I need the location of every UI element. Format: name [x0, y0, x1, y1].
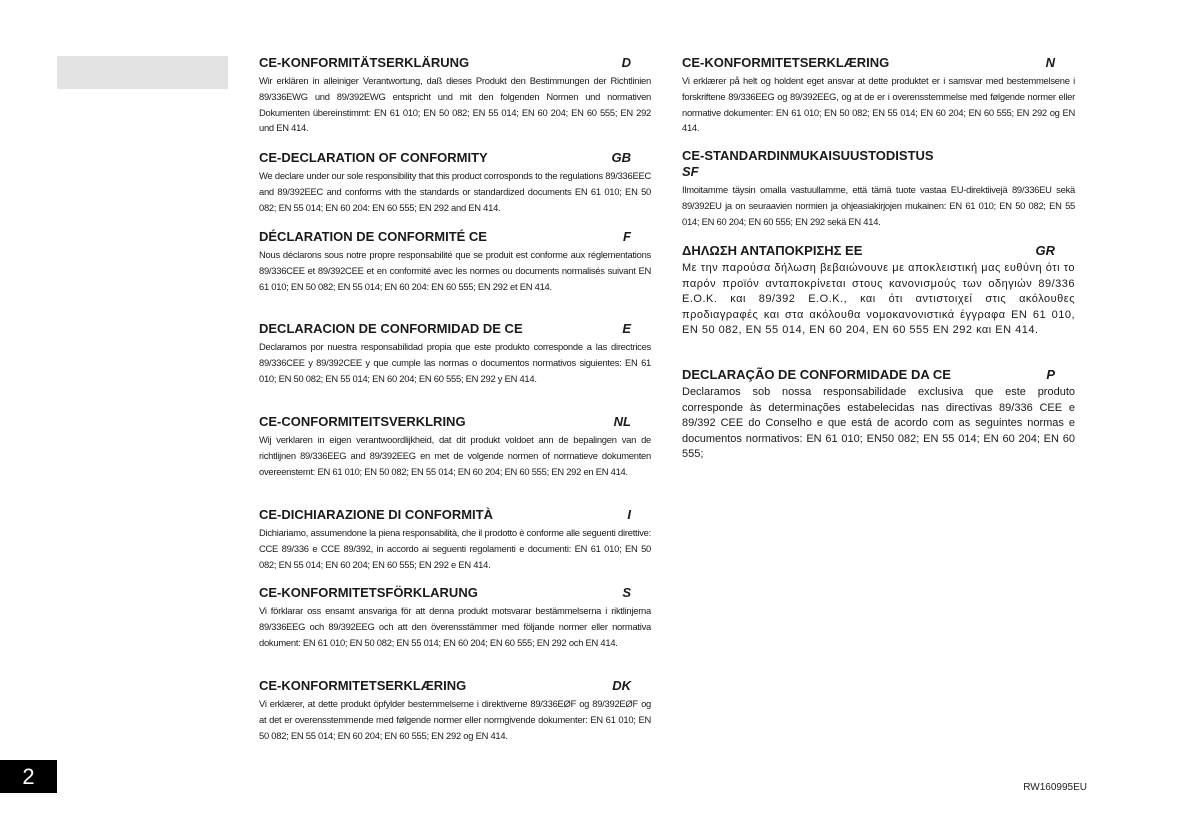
declaration-text: Με την παρούσα δήλωση βεβαιώνουνε με αποκλειστική μας ευθύνη ότι το παρόν προϊόν ανταποκρίνεται στους κανονισμούς των οδηγιών 89/336 Ε.Ο.Κ. και 89/392 Ε.Ο.Κ., και ότι αντιστοιχεί στις ακόλουθες προδιαγραφές και στα ακόλουθα νομοκανονιστικά έγγραφα EN 61 010, EN 50 082, EN 55 014, EN 60 204, EN 60 555 EN 292 και EN 414. — [682, 262, 1075, 337]
language-code: I — [627, 507, 631, 522]
declaration-text: We declare under our sole responsibility that this product corrosponds to the regulations 89/336EEC and 89/392EEC and conforms with the standards or standardized documents EN 61 010; EN 50 082; EN 55 014; EN 60 204: EN 60 555; EN 292 and EN 414. — [259, 170, 651, 213]
declaration-text: Nous déclarons sous notre propre responsabilité que se produit est conforme aux réglementations 89/336CEE et 89/392CEE et en conformité avec les normes ou documents normalisés suivant EN 61 010; EN 50 082; EN 55 014; EN 60 204: EN 60 555; EN 292 et EN 414. — [259, 249, 651, 292]
declaration-title: CE-KONFORMITÄTSERKLÄRUNG D — [259, 55, 631, 70]
declaration-title: CE-CONFORMITEITSVERKLRING NL — [259, 414, 631, 429]
declaration-text: Wir erklären in alleiniger Verantwortung, daß dieses Produkt den Bestimmungen der Richtlinien 89/336EWG und 89/392EWG entspricht und mit den folgenden Normen und normativen Dokumenten übereinstimmt: EN 61 010; EN 50 082; EN 55 014; EN 60 204; EN 60 555; EN 292 und EN 414. — [259, 75, 651, 134]
declaration-text: Wij verklaren in eigen verantwoordlijkheid, dat dit produkt voldoet ann de bepalingen van de richtlijnen 89/336EEG and 89/392EEG en met de volgende normen of normatieve dokumenten overeenstemt: EN 61 010; EN 50 082; EN 55 014; EN 60 204; EN 60 555; EN 292 en EN 414. — [259, 434, 651, 477]
declaration-title: CE-STANDARDINMUKAISUUSTODISTUS SF — [682, 148, 1075, 180]
declaration-text: Ilmoitamme täysin omalla vastuullamme, että tämä tuote vastaa EU-direktiivejä 89/336EU sekä 89/392EU ja on seuraavien normien ja ohjeasiakirjojen mukainen: EN 61 010; EN 50 082; EN 55 014; EN 60 204; EN 60 555; EN 292 sekä EN 414. — [682, 184, 1075, 227]
declaration-nl — [259, 414, 651, 479]
declaration-text: Declaramos sob nossa responsabilidade exclusiva que este produto corresponde às determinações estabelecidas nas directivas 89/336 CEE e 89/392 CEE do Conselho e que está de acordo com as seguintes normas e documentos normativos: EN 61 010; EN50 082; EN 55 014; EN 60 204; EN 60 555; — [682, 386, 1075, 461]
language-code: N — [1045, 55, 1055, 70]
language-code: GR — [1035, 243, 1055, 258]
declaration-title: DÉCLARATION DE CONFORMITÉ CE F — [259, 229, 631, 244]
language-code: D — [621, 55, 631, 70]
declaration-title: CE-DICHIARAZIONE DI CONFORMITÀ I — [259, 507, 631, 522]
declaration-title: CE-KONFORMITETSFÖRKLARUNG S — [259, 585, 631, 600]
declaration-f — [259, 229, 651, 294]
declaration-de — [259, 55, 651, 136]
declaration-title: CE-DECLARATION OF CONFORMITY GB — [259, 150, 631, 165]
declaration-sf — [682, 148, 1075, 229]
declaration-text: Vi erklærer på helt og holdent eget ansvar at dette produktet er i samsvar med bestemmelsene i forskriftene 89/336EEG og 89/392EEG, og at de er i overensstemmelse med følgende normer eller normative dokumenter: EN 61 010; EN 50 082; EN 55 014; EN 60 204; EN 60 555; EN 292 og EN 414. — [682, 75, 1075, 134]
language-code: GB — [611, 150, 631, 165]
declaration-text: Dichiariamo, assumendone la piena responsabilità, che il prodotto è conforme alle seguenti direttive: CCE 89/336 e CCE 89/392, in accordo ai seguenti regolamenti e documenti: EN 61 010; EN 50 082; EN 55 014; EN 60 204; EN 60 555; EN 292 e EN 414. — [259, 527, 651, 570]
declaration-title: CE-KONFORMITETSERKLÆRING N — [682, 55, 1055, 70]
document-code: RW160995EU — [1023, 782, 1087, 793]
language-code: F — [623, 229, 631, 244]
language-code: P — [1046, 367, 1055, 382]
declaration-n — [682, 55, 1075, 136]
declaration-p — [682, 367, 1075, 463]
declaration-e — [259, 321, 651, 386]
declaration-title: DECLARAÇÃO DE CONFORMIDADE DA CE P — [682, 367, 1055, 382]
declaration-gb — [259, 150, 651, 215]
language-code: NL — [613, 414, 631, 429]
declaration-gr — [682, 243, 1075, 339]
page-number: 2 — [0, 760, 57, 793]
declaration-title: ΔΗΛΩΣΗ ΑΝΤΑΠΟΚΡΙΣΗΣ ΕΕ GR — [682, 243, 1055, 258]
declaration-s — [259, 585, 651, 650]
declaration-text: Vi erklærer, at dette produkt öpfylder bestemmelserne i direktiverne 89/336EØF og 89/392EØF og at det er overensstemmende med følgende normer eller normgivende dokumenter: EN 61 010; EN 50 082; EN 55 014; EN 60 204; EN 60 555; EN 292 og EN 414. — [259, 698, 651, 741]
language-code: S — [622, 585, 631, 600]
declaration-title: DECLARACION DE CONFORMIDAD DE CE E — [259, 321, 631, 336]
language-code: SF — [682, 164, 699, 179]
declaration-text: Declaramos por nuestra responsabilidad propia que este produkto corresponde a las directrices 89/336CEE y 89/392CEE y que cumple las normas o documentos normativos siguientes: EN 61 010; EN 50 082; EN 55 014; EN 60 204; EN 60 555; EN 292 y EN 414. — [259, 341, 651, 384]
language-code: E — [622, 321, 631, 336]
declaration-i — [259, 507, 651, 572]
declaration-dk — [259, 678, 651, 743]
language-code: DK — [612, 678, 631, 693]
header-tab-block — [57, 56, 228, 89]
declaration-text: Vi förklarar oss ensamt ansvariga för att denna produkt motsvarar bestämmelserna i riktlinjerna 89/336EEG och 89/392EEG och att den överensstämmer med följande normer eller normativa dokument: EN 61 010; EN 50 082; EN 55 014; EN 60 204; EN 60 555; EN 292 och EN 414. — [259, 605, 651, 648]
declaration-title: CE-KONFORMITETSERKLÆRING DK — [259, 678, 631, 693]
